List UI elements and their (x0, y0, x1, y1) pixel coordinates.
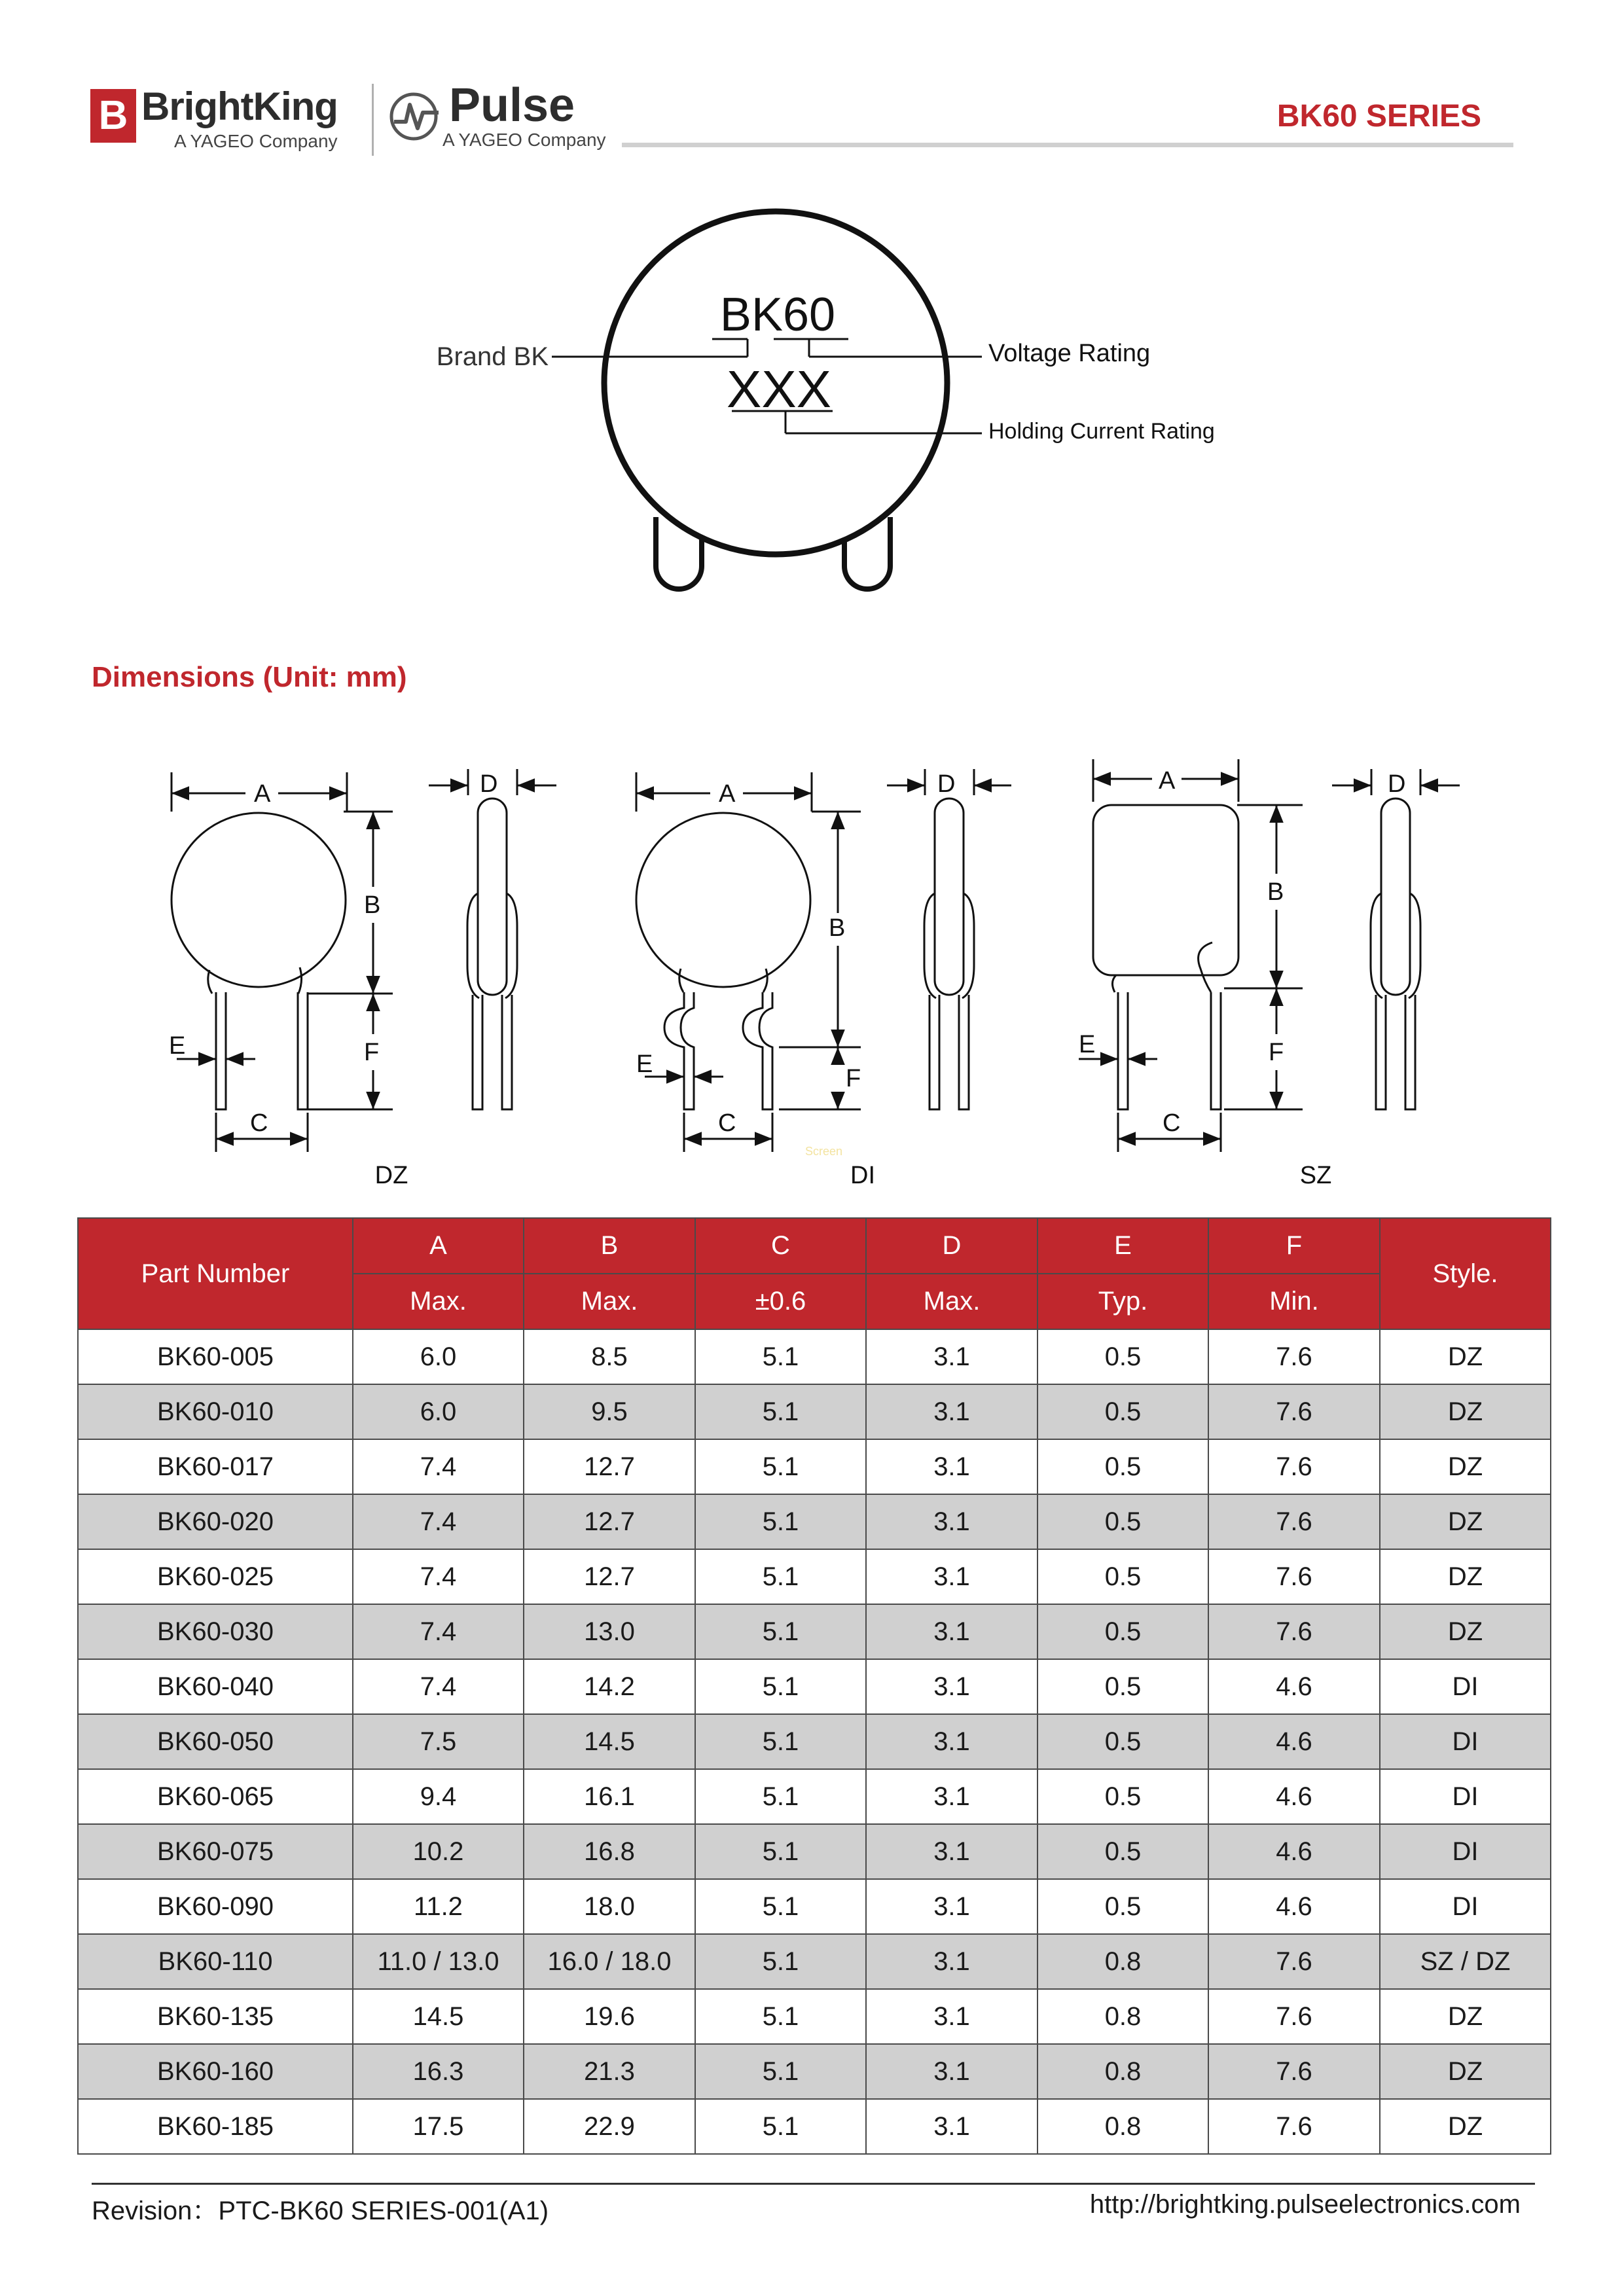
sz-side-view (1332, 769, 1460, 1109)
di-label-f: F (846, 1065, 861, 1092)
table-cell: 14.2 (524, 1659, 695, 1714)
table-row (78, 1824, 1551, 1879)
table-cell: 5.1 (695, 1604, 866, 1659)
part-number-cell: BK60-135 (78, 1989, 353, 2044)
table-cell: 18.0 (524, 1879, 695, 1934)
table-cell: 3.1 (866, 1494, 1038, 1549)
table-cell: 7.4 (353, 1604, 524, 1659)
part-number-cell: BK60-050 (78, 1714, 353, 1769)
table-header-row (78, 1218, 1551, 1274)
sz-label-b: B (1267, 878, 1284, 906)
table-cell: 11.0 / 13.0 (353, 1934, 524, 1989)
table-cell: 5.1 (695, 1989, 866, 2044)
part-number-cell: BK60-110 (78, 1934, 353, 1989)
part-number-cell: BK60-030 (78, 1604, 353, 1659)
table-cell: 7.6 (1208, 1494, 1380, 1549)
style-caption-sz: SZ (1299, 1162, 1332, 1189)
part-number-cell: BK60-017 (78, 1439, 353, 1494)
part-number-cell: BK60-075 (78, 1824, 353, 1879)
part-number-cell: BK60-185 (78, 2099, 353, 2154)
table-cell: 12.7 (524, 1494, 695, 1549)
table-cell: 7.6 (1208, 1604, 1380, 1659)
table-cell: 7.4 (353, 1659, 524, 1714)
table-cell: 4.6 (1208, 1879, 1380, 1934)
table-cell: DI (1380, 1879, 1551, 1934)
table-cell: 7.6 (1208, 2044, 1380, 2099)
table-cell: 0.5 (1038, 1714, 1208, 1769)
table-cell: DZ (1380, 1604, 1551, 1659)
di-label-d: D (937, 770, 956, 798)
table-cell: DI (1380, 1714, 1551, 1769)
table-cell: 3.1 (866, 2099, 1038, 2154)
table-cell: 3.1 (866, 1329, 1038, 1384)
table-cell: SZ / DZ (1380, 1934, 1551, 1989)
table-cell: 5.1 (695, 1714, 866, 1769)
dz-label-b: B (364, 891, 381, 919)
table-cell: 4.6 (1208, 1769, 1380, 1824)
table-cell: 3.1 (866, 1824, 1038, 1879)
table-cell: 8.5 (524, 1329, 695, 1384)
table-cell: 4.6 (1208, 1824, 1380, 1879)
brightking-logo-subtitle: A YAGEO Company (174, 131, 338, 151)
table-cell: 3.1 (866, 1384, 1038, 1439)
table-cell: 11.2 (353, 1879, 524, 1934)
table-cell: 16.0 / 18.0 (524, 1934, 695, 1989)
table-cell: 16.8 (524, 1824, 695, 1879)
table-cell: 3.1 (866, 1714, 1038, 1769)
brightking-logo-mark: B (90, 89, 136, 143)
table-row (78, 1604, 1551, 1659)
table-row (78, 1659, 1551, 1714)
table-cell: DZ (1380, 1549, 1551, 1604)
header-col-f: F (1208, 1218, 1380, 1274)
part-number-cell: BK60-040 (78, 1659, 353, 1714)
header-rule (622, 143, 1513, 147)
style-caption-dz: DZ (374, 1162, 408, 1189)
table-row (78, 1384, 1551, 1439)
brightking-logo-name: BrightKing (141, 84, 338, 128)
table-cell: 0.5 (1038, 1604, 1208, 1659)
pulse-logo-name: Pulse (449, 79, 575, 132)
table-cell: 13.0 (524, 1604, 695, 1659)
header-col-d: D (866, 1218, 1038, 1274)
table-cell: 5.1 (695, 1769, 866, 1824)
di-side-view (887, 769, 1011, 1109)
table-cell: 6.0 (353, 1329, 524, 1384)
table-cell: 7.6 (1208, 1934, 1380, 1989)
dimensions-title: Dimensions (Unit: mm) (92, 661, 407, 693)
part-number-cell: BK60-005 (78, 1329, 353, 1384)
di-front-view (636, 772, 861, 1152)
table-row (78, 1934, 1551, 1989)
table-cell: DI (1380, 1769, 1551, 1824)
di-label-c: C (718, 1109, 736, 1137)
table-cell: 0.8 (1038, 1934, 1208, 1989)
series-title: BK60 SERIES (1276, 99, 1481, 134)
table-cell: DZ (1380, 1989, 1551, 2044)
table-cell: 7.6 (1208, 1989, 1380, 2044)
di-label-e: E (636, 1050, 653, 1078)
dz-label-e: E (169, 1032, 186, 1060)
part-number-cell: BK60-020 (78, 1494, 353, 1549)
table-cell: 3.1 (866, 1989, 1038, 2044)
table-cell: 3.1 (866, 1879, 1038, 1934)
table-cell: 7.5 (353, 1714, 524, 1769)
table-cell: 7.6 (1208, 1384, 1380, 1439)
header-col-b: B (524, 1218, 695, 1274)
sz-label-f: F (1269, 1039, 1284, 1066)
footer-url[interactable]: http://brightking.pulseelectronics.com (1089, 2190, 1521, 2219)
table-cell: 7.6 (1208, 1549, 1380, 1604)
table-cell: 16.3 (353, 2044, 524, 2099)
voltage-rating-label: Voltage Rating (988, 340, 1151, 367)
table-row (78, 1549, 1551, 1604)
header-col-a: A (353, 1218, 524, 1274)
marking-code-line2: XXX (726, 360, 832, 418)
table-cell: 0.8 (1038, 1989, 1208, 2044)
table-cell: 5.1 (695, 2044, 866, 2099)
table-row (78, 1879, 1551, 1934)
table-cell: 3.1 (866, 1604, 1038, 1659)
table-cell: 0.5 (1038, 1824, 1208, 1879)
table-cell: 5.1 (695, 1934, 866, 1989)
table-cell: 5.1 (695, 1439, 866, 1494)
dz-label-c: C (250, 1109, 268, 1137)
table-cell: 3.1 (866, 1769, 1038, 1824)
table-cell: 0.8 (1038, 2044, 1208, 2099)
table-cell: 14.5 (524, 1714, 695, 1769)
table-cell: 7.4 (353, 1494, 524, 1549)
table-cell: 3.1 (866, 1934, 1038, 1989)
table-cell: 12.7 (524, 1549, 695, 1604)
table-cell: 17.5 (353, 2099, 524, 2154)
sz-front-view (1079, 759, 1303, 1152)
subheader-col-d: Max. (866, 1274, 1038, 1329)
dz-front-view (171, 772, 393, 1152)
table-row (78, 1989, 1551, 2044)
part-number-cell: BK60-065 (78, 1769, 353, 1824)
table-cell: 7.6 (1208, 1329, 1380, 1384)
table-cell: 0.5 (1038, 1494, 1208, 1549)
table-cell: 4.6 (1208, 1714, 1380, 1769)
header-style: Style. (1380, 1218, 1551, 1329)
table-cell: 5.1 (695, 1824, 866, 1879)
part-number-cell: BK60-025 (78, 1549, 353, 1604)
marking-diagram (0, 196, 1624, 622)
table-cell: 3.1 (866, 1549, 1038, 1604)
table-row (78, 1714, 1551, 1769)
subheader-col-e: Typ. (1038, 1274, 1208, 1329)
brand-bk-label: Brand BK (436, 342, 549, 371)
pulse-logo-icon (386, 89, 445, 141)
dz-side-view (429, 769, 556, 1109)
table-cell: DZ (1380, 2099, 1551, 2154)
marking-code-line1: BK60 (719, 289, 836, 341)
style-caption-di: DI (850, 1162, 875, 1189)
table-cell: DZ (1380, 2044, 1551, 2099)
table-cell: 21.3 (524, 2044, 695, 2099)
screen-note: Screen (805, 1145, 843, 1158)
subheader-col-b: Max. (524, 1274, 695, 1329)
logo-divider (372, 84, 374, 156)
pulse-logo-subtitle: A YAGEO Company (442, 130, 606, 150)
revision-text: Revision：PTC-BK60 SERIES-001(A1) (92, 2197, 549, 2225)
table-cell: 6.0 (353, 1384, 524, 1439)
table-cell: 0.5 (1038, 1329, 1208, 1384)
sz-label-c: C (1163, 1109, 1181, 1137)
table-cell: 0.5 (1038, 1659, 1208, 1714)
table-cell: 5.1 (695, 1384, 866, 1439)
subheader-col-a: Max. (353, 1274, 524, 1329)
table-cell: DI (1380, 1659, 1551, 1714)
table-cell: 0.5 (1038, 1879, 1208, 1934)
table-row (78, 1494, 1551, 1549)
table-cell: 5.1 (695, 1879, 866, 1934)
table-cell: 9.4 (353, 1769, 524, 1824)
table-cell: 22.9 (524, 2099, 695, 2154)
table-cell: 7.6 (1208, 1439, 1380, 1494)
subheader-col-c: ±0.6 (695, 1274, 866, 1329)
table-row (78, 1769, 1551, 1824)
dz-label-d: D (480, 770, 498, 798)
table-cell: 3.1 (866, 2044, 1038, 2099)
table-cell: DZ (1380, 1439, 1551, 1494)
table-row (78, 1439, 1551, 1494)
table-cell: 0.5 (1038, 1439, 1208, 1494)
table-cell: 0.5 (1038, 1384, 1208, 1439)
table-cell: 5.1 (695, 1329, 866, 1384)
table-cell: 7.6 (1208, 2099, 1380, 2154)
table-cell: 7.4 (353, 1549, 524, 1604)
table-cell: 19.6 (524, 1989, 695, 2044)
spec-table (77, 1217, 1551, 2155)
table-cell: 14.5 (353, 1989, 524, 2044)
table-row (78, 1329, 1551, 1384)
table-cell: DI (1380, 1824, 1551, 1879)
sz-label-d: D (1388, 770, 1406, 798)
table-cell: 4.6 (1208, 1659, 1380, 1714)
table-cell: DZ (1380, 1494, 1551, 1549)
table-cell: 10.2 (353, 1824, 524, 1879)
part-number-cell: BK60-160 (78, 2044, 353, 2099)
table-cell: 0.8 (1038, 2099, 1208, 2154)
holding-current-label: Holding Current Rating (988, 419, 1215, 444)
subheader-col-f: Min. (1208, 1274, 1380, 1329)
header-part-number: Part Number (78, 1218, 353, 1329)
di-label-a: A (719, 780, 736, 808)
table-cell: 0.5 (1038, 1769, 1208, 1824)
table-cell: 16.1 (524, 1769, 695, 1824)
table-cell: 5.1 (695, 2099, 866, 2154)
table-row (78, 2099, 1551, 2154)
sz-label-e: E (1079, 1031, 1096, 1058)
dz-label-f: F (364, 1039, 380, 1066)
dz-label-a: A (254, 780, 271, 808)
part-number-cell: BK60-090 (78, 1879, 353, 1934)
table-cell: 9.5 (524, 1384, 695, 1439)
table-cell: DZ (1380, 1384, 1551, 1439)
table-row (78, 2044, 1551, 2099)
brightking-logo (90, 84, 418, 166)
table-cell: 5.1 (695, 1659, 866, 1714)
part-number-cell: BK60-010 (78, 1384, 353, 1439)
header-col-c: C (695, 1218, 866, 1274)
table-cell: 12.7 (524, 1439, 695, 1494)
footer-rule (92, 2183, 1535, 2185)
table-cell: 0.5 (1038, 1549, 1208, 1604)
table-cell: 5.1 (695, 1549, 866, 1604)
sz-label-a: A (1159, 767, 1176, 795)
table-cell: 3.1 (866, 1439, 1038, 1494)
table-cell: 3.1 (866, 1659, 1038, 1714)
header-col-e: E (1038, 1218, 1208, 1274)
table-cell: 5.1 (695, 1494, 866, 1549)
di-label-b: B (829, 914, 846, 942)
dimension-drawings (0, 733, 1624, 1204)
table-cell: DZ (1380, 1329, 1551, 1384)
table-cell: 7.4 (353, 1439, 524, 1494)
